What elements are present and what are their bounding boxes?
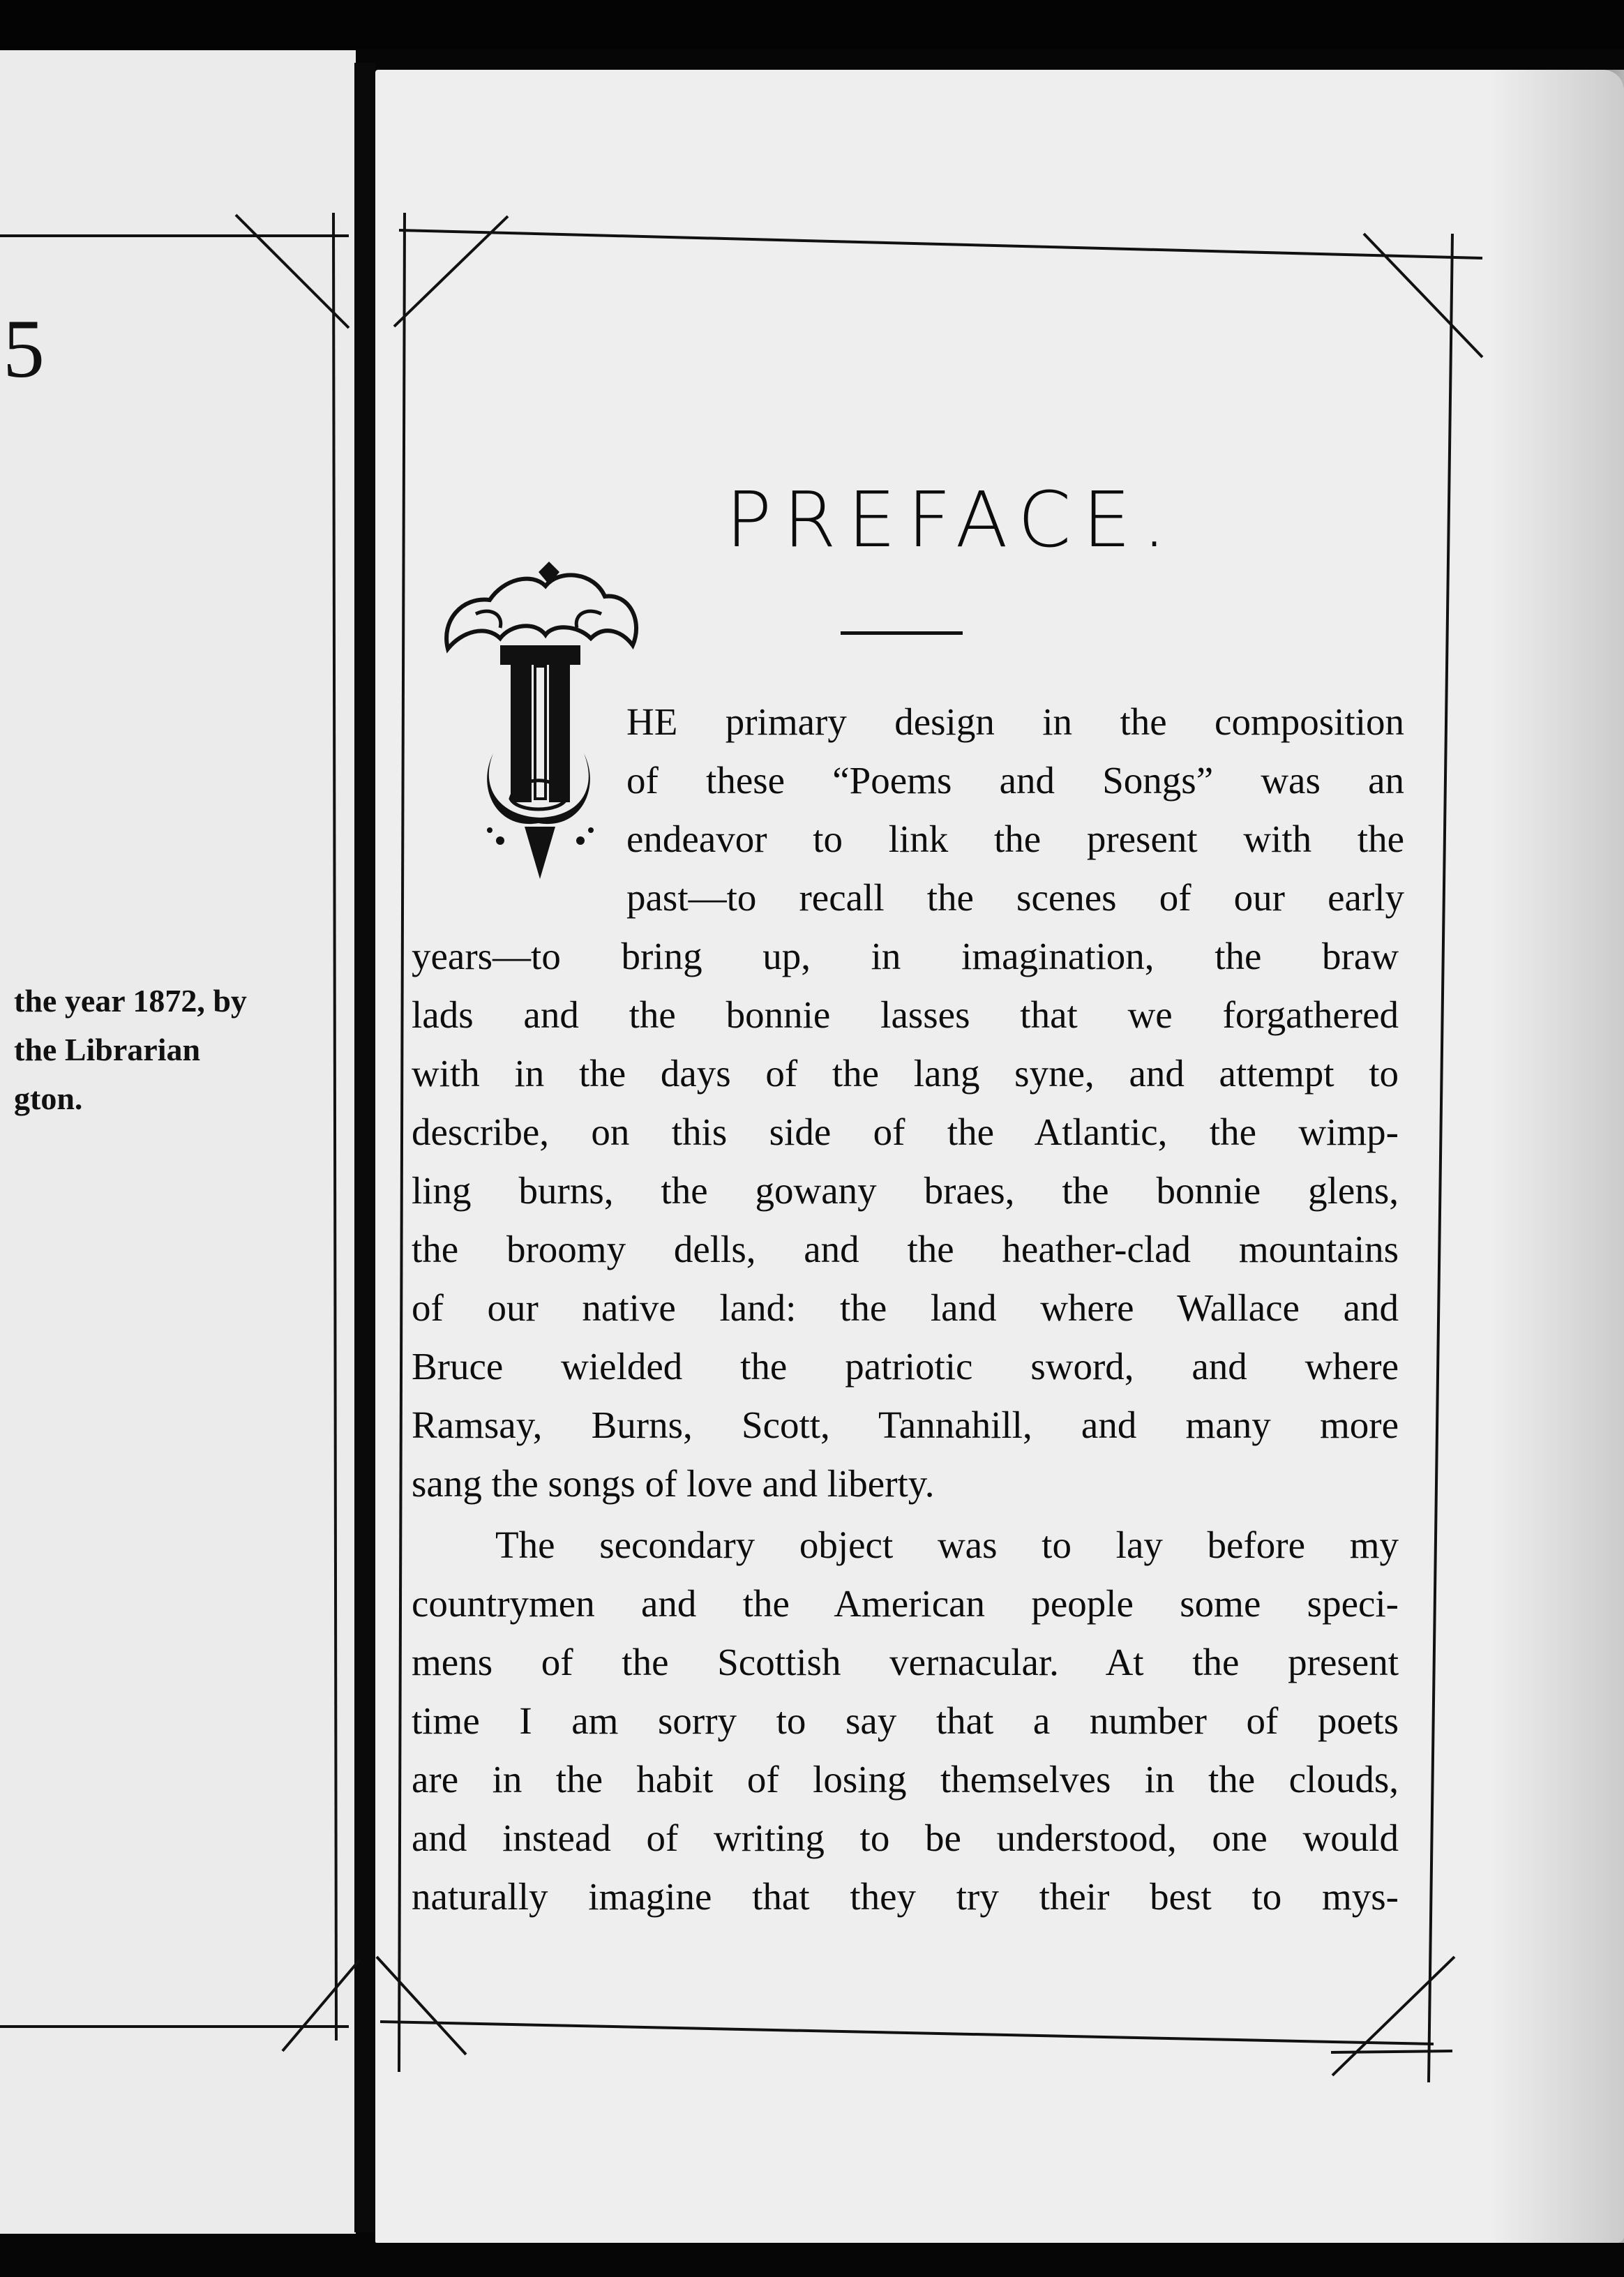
text-line: Bruce wielded the patriotic sword, and where bbox=[412, 1345, 1399, 1388]
ornamental-drop-cap bbox=[434, 558, 647, 879]
page-number: 5 bbox=[3, 302, 45, 395]
text-line: past—to recall the scenes of our early bbox=[626, 876, 1404, 919]
text-line: The secondary object was to lay before my bbox=[495, 1524, 1399, 1566]
text-line: sang the songs of love and liberty. bbox=[412, 1462, 935, 1505]
text-line: mens of the Scottish vernacular. At the present bbox=[412, 1641, 1399, 1683]
text-line: and instead of writing to be understood, one would bbox=[412, 1817, 1399, 1859]
text-line: are in the habit of losing themselves in the clouds, bbox=[412, 1758, 1399, 1801]
text-line: time I am sorry to say that a number of poets bbox=[412, 1699, 1399, 1742]
text-line: endeavor to link the present with the bbox=[626, 818, 1404, 860]
text-line: the broomy dells, and the heather-clad mountains bbox=[412, 1228, 1399, 1270]
copyright-line: gton. bbox=[14, 1081, 83, 1116]
copyright-notice bbox=[14, 977, 321, 1123]
text-line: ling burns, the gowany braes, the bonnie glens, bbox=[412, 1169, 1399, 1212]
text-line: countrymen and the American people some speci- bbox=[412, 1582, 1399, 1625]
text-line: lads and the bonnie lasses that we forgathered bbox=[412, 993, 1399, 1036]
text-line: of our native land: the land where Wallace and bbox=[412, 1286, 1399, 1329]
text-line: naturally imagine that they try their best to mys- bbox=[412, 1875, 1399, 1918]
paragraph-2 bbox=[412, 1516, 1399, 1926]
text-line: describe, on this side of the Atlantic, the wimp- bbox=[412, 1111, 1399, 1153]
text-line: Ramsay, Burns, Scott, Tannahill, and many more bbox=[412, 1404, 1399, 1446]
paragraph-1-body bbox=[412, 927, 1399, 1513]
copyright-line: the year 1872, by bbox=[14, 983, 247, 1019]
text-line: of these “Poems and Songs” was an bbox=[626, 759, 1404, 802]
page-title: PREFACE. bbox=[725, 475, 1178, 564]
title-rule bbox=[841, 631, 963, 635]
text-line: years—to bring up, in imagination, the braw bbox=[412, 935, 1399, 977]
text-line: with in the days of the lang syne, and attempt to bbox=[412, 1052, 1399, 1095]
copyright-line: the Librarian bbox=[14, 1032, 201, 1067]
text-line: HE primary design in the composition bbox=[626, 700, 1404, 743]
paragraph-1-opening bbox=[626, 693, 1404, 927]
